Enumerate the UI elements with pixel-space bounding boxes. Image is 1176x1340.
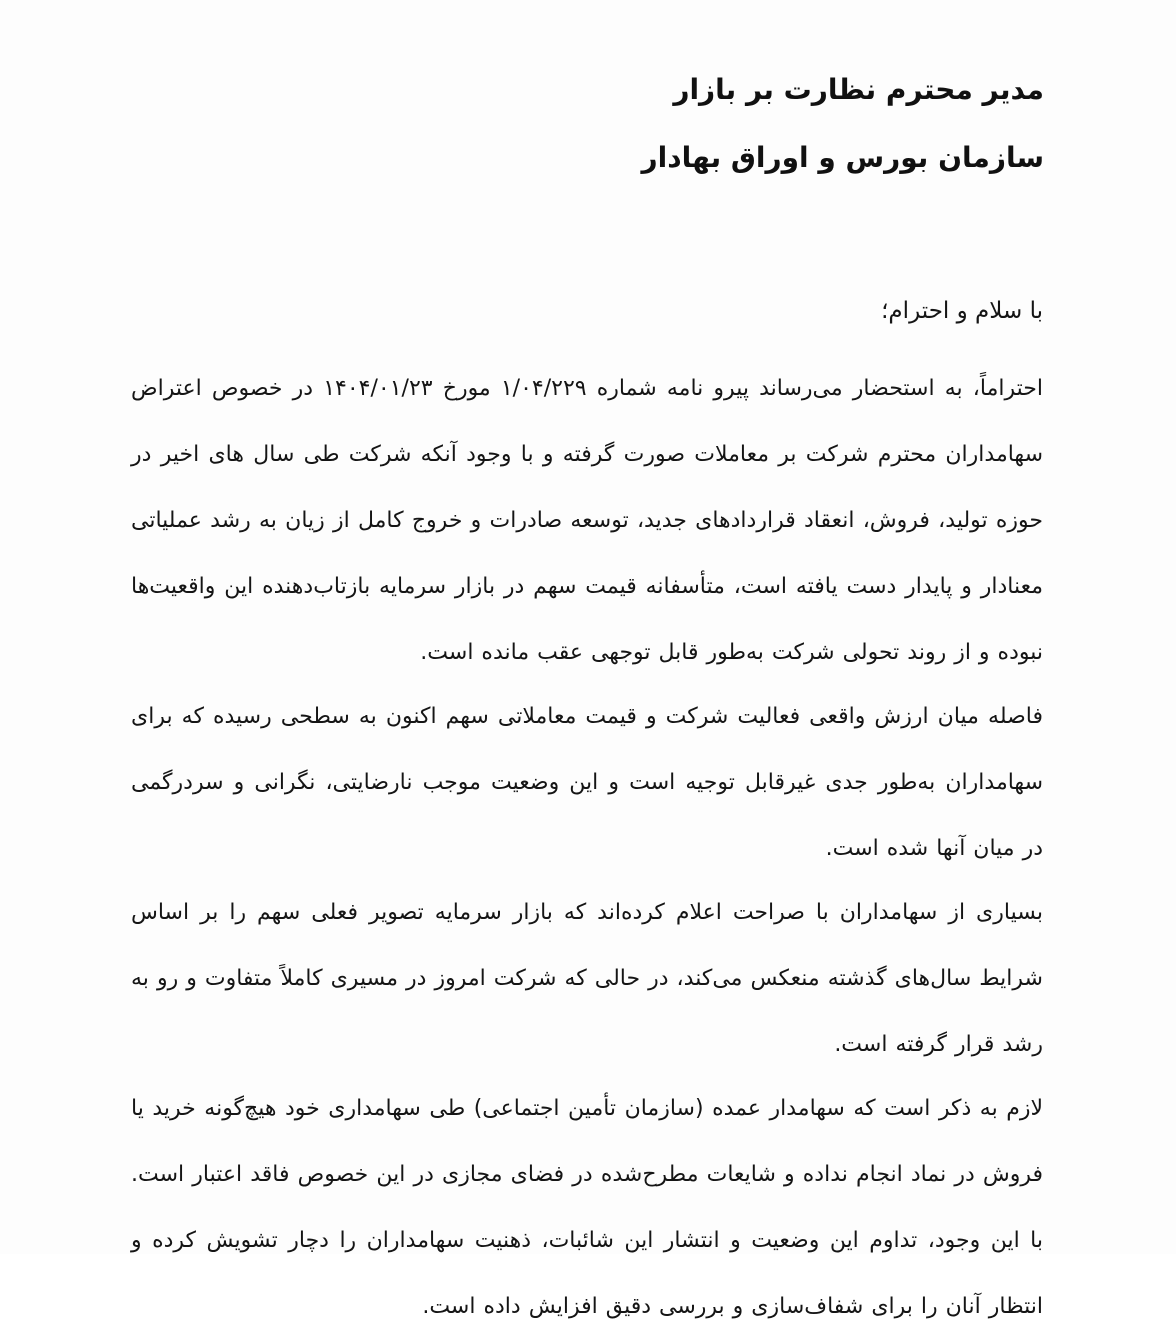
paragraph-4: لازم به ذکر است که سهامدار عمده (سازمان تأمین اجتماعی) طی سهامداری خود هیچ‌گونه خرید یا فروش در نماد انجام نداده و شایعات مطرح‌شده در فضای مجازی در این خصوص فاقد اعتبار است. با این وجود، تداوم این وضعیت و انتشار این شائبات، ذهنیت سهامداران را دچار تشویش کرده و انتظار آنان را برای شفاف‌سازی و بررسی دقیق افزایش داده است. (131, 1096, 1043, 1319)
paragraph-3: بسیاری از سهامداران با صراحت اعلام کرده‌اند که بازار سرمایه تصویر فعلی سهم را بر اساس شرایط سال‌های گذشته منعکس می‌کند، در حالی که شرکت امروز در مسیری کاملاً متفاوت و رو به رشد قرار گرفته است. (131, 900, 1043, 1057)
paragraph-1: احتراماً، به استحضار می‌رساند پیرو نامه شماره ۱/۰۴/۲۲۹ مورخ ۱۴۰۴/۰۱/۲۳ در خصوص اعتراض سهامداران محترم شرکت بر معاملات صورت گرفته و با وجود آنکه شرکت طی سال های اخیر در حوزه تولید، فروش، انعقاد قراردادهای جدید، توسعه صادرات و خروج کامل از زیان به رشد عملیاتی معنادار و پایدار دست یافته است، متأسفانه قیمت سهم در بازار سرمایه بازتاب‌دهنده این واقعیت‌ها نبوده و از روند تحولی شرکت به‌طور قابل توجهی عقب مانده است. (131, 376, 1043, 665)
recipient-title: مدیر محترم نظارت بر بازار (673, 73, 1044, 106)
letter-body (131, 356, 1043, 1340)
paragraph-2: فاصله میان ارزش واقعی فعالیت شرکت و قیمت معاملاتی سهم اکنون به سطحی رسیده که برای سهامداران به‌طور جدی غیرقابل توجیه است و این وضعیت موجب نارضایتی، نگرانی و سردرگمی در میان آنها شده است. (131, 704, 1043, 861)
greeting: با سلام و احترام؛ (881, 298, 1043, 324)
recipient-organization: سازمان بورس و اوراق بهادار (641, 141, 1044, 174)
letter-header (344, 72, 1044, 176)
